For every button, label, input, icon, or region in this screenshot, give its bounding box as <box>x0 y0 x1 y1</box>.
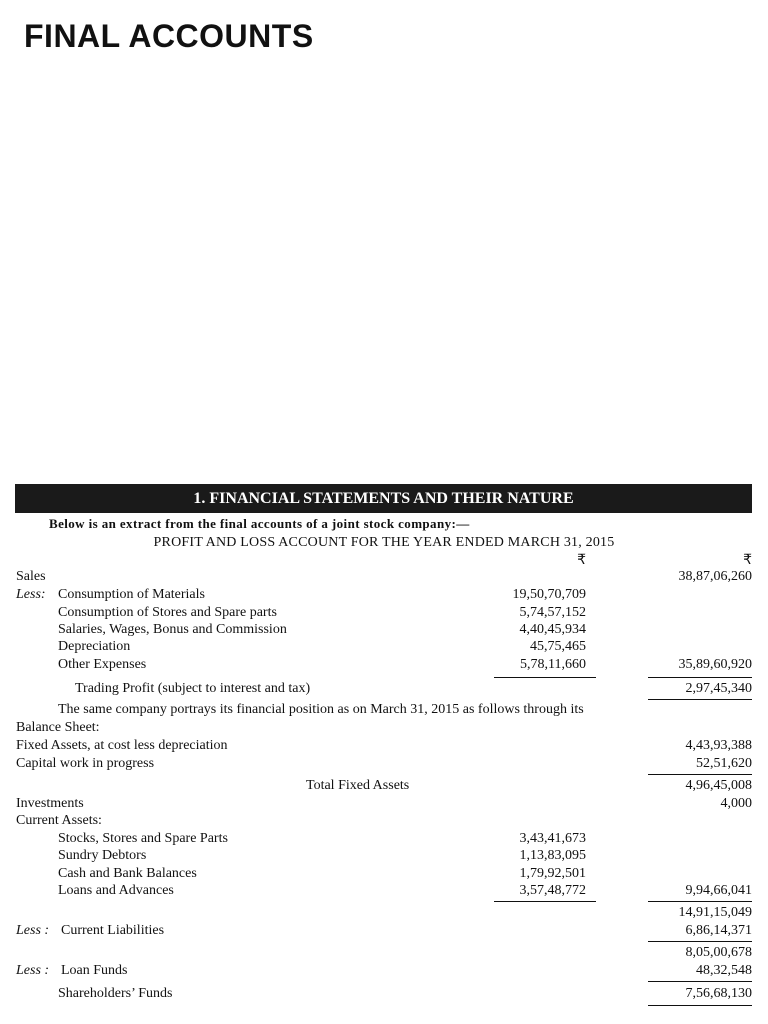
current-assets-label: Current Assets: <box>16 813 102 828</box>
shareholders-value: 7,56,68,130 <box>685 986 752 1001</box>
expense-label: Salaries, Wages, Bonus and Commission <box>58 622 287 637</box>
current-asset-label: Sundry Debtors <box>58 848 147 863</box>
fixed-assets-label: Fixed Assets, at cost less depreciation <box>16 738 228 753</box>
section-banner: 1. FINANCIAL STATEMENTS AND THEIR NATURE <box>15 484 752 513</box>
pl-heading: PROFIT AND LOSS ACCOUNT FOR THE YEAR ENDED MARCH 31, 2015 <box>153 535 615 550</box>
subtotal1-row <box>0 905 768 923</box>
sales-label: Sales <box>16 569 46 584</box>
current-liabilities-row <box>0 923 768 941</box>
expense-row <box>0 622 768 640</box>
underline <box>648 699 752 700</box>
expense-value: 45,75,465 <box>530 639 586 654</box>
sales-row <box>0 569 768 587</box>
total-fixed-value: 4,96,45,008 <box>685 778 752 793</box>
current-asset-label: Loans and Advances <box>58 883 174 898</box>
current-liabilities-label: Current Liabilities <box>61 923 165 938</box>
underline <box>648 981 752 982</box>
current-asset-label: Stocks, Stores and Spare Parts <box>58 831 228 846</box>
current-asset-label: Cash and Bank Balances <box>58 866 197 881</box>
expenses-total: 35,89,60,920 <box>678 657 752 672</box>
current-liabilities-value: 6,86,14,371 <box>685 923 752 938</box>
trading-profit-row <box>0 681 768 699</box>
cwip-row <box>0 756 768 774</box>
current-assets-heading-row <box>0 813 768 831</box>
expense-row <box>0 639 768 657</box>
bs-paragraph-row <box>0 720 768 738</box>
underline <box>648 774 752 775</box>
investments-value: 4,000 <box>720 796 752 811</box>
expense-row <box>0 605 768 623</box>
less-prefix: Less: <box>16 587 46 602</box>
underline <box>648 677 752 678</box>
subtotal1-value: 14,91,15,049 <box>678 905 752 920</box>
expense-label: Depreciation <box>58 639 131 654</box>
expense-label: Consumption of Stores and Spare parts <box>58 605 277 620</box>
current-asset-row <box>0 883 768 901</box>
currency-symbol-col2: ₹ <box>743 553 752 568</box>
shareholders-label: Shareholders’ Funds <box>58 986 173 1001</box>
less-prefix: Less : <box>16 923 50 938</box>
trading-profit-value: 2,97,45,340 <box>685 681 752 696</box>
current-asset-row <box>0 831 768 849</box>
current-asset-value: 1,79,92,501 <box>519 866 586 881</box>
current-assets-total: 9,94,66,041 <box>685 883 752 898</box>
cwip-value: 52,51,620 <box>696 756 752 771</box>
current-asset-row <box>0 848 768 866</box>
expense-value: 4,40,45,934 <box>519 622 586 637</box>
current-asset-value: 3,57,48,772 <box>519 883 586 898</box>
current-asset-value: 1,13,83,095 <box>519 848 586 863</box>
expense-label: Consumption of Materials <box>58 587 205 602</box>
expense-row <box>0 587 768 605</box>
investments-label: Investments <box>16 796 84 811</box>
page-title: FINAL ACCOUNTS <box>24 18 314 54</box>
trading-profit-label: Trading Profit (subject to interest and tax) <box>75 681 311 696</box>
underline <box>494 677 596 678</box>
bs-paragraph-line2: Balance Sheet: <box>16 720 100 735</box>
cwip-label: Capital work in progress <box>16 756 155 771</box>
loan-funds-row <box>0 963 768 981</box>
currency-symbol-col1: ₹ <box>577 553 586 568</box>
less-prefix: Less : <box>16 963 50 978</box>
underline <box>494 901 596 902</box>
expense-value: 5,74,57,152 <box>519 605 586 620</box>
expense-label: Other Expenses <box>58 657 147 672</box>
bs-paragraph-line1: The same company portrays its financial position as on March 31, 2015 as follows through its <box>58 702 584 717</box>
current-asset-row <box>0 866 768 884</box>
currency-header-row <box>0 552 768 570</box>
fixed-assets-value: 4,43,93,388 <box>685 738 752 753</box>
total-fixed-row <box>0 778 768 796</box>
expense-value: 5,78,11,660 <box>520 657 586 672</box>
current-asset-value: 3,43,41,673 <box>519 831 586 846</box>
shareholders-row <box>0 986 768 1004</box>
investments-row <box>0 796 768 814</box>
underline <box>648 941 752 942</box>
underline <box>648 901 752 902</box>
loan-funds-label: Loan Funds <box>61 963 128 978</box>
sales-value: 38,87,06,260 <box>678 569 752 584</box>
subtotal2-row <box>0 945 768 963</box>
fixed-assets-row <box>0 738 768 756</box>
loan-funds-value: 48,32,548 <box>696 963 752 978</box>
underline <box>648 1005 752 1006</box>
subtotal2-value: 8,05,00,678 <box>685 945 752 960</box>
expense-value: 19,50,70,709 <box>512 587 586 602</box>
intro-text: Below is an extract from the final accounts of a joint stock company:— <box>49 516 470 531</box>
total-fixed-label: Total Fixed Assets <box>306 778 410 793</box>
expense-row <box>0 657 768 675</box>
